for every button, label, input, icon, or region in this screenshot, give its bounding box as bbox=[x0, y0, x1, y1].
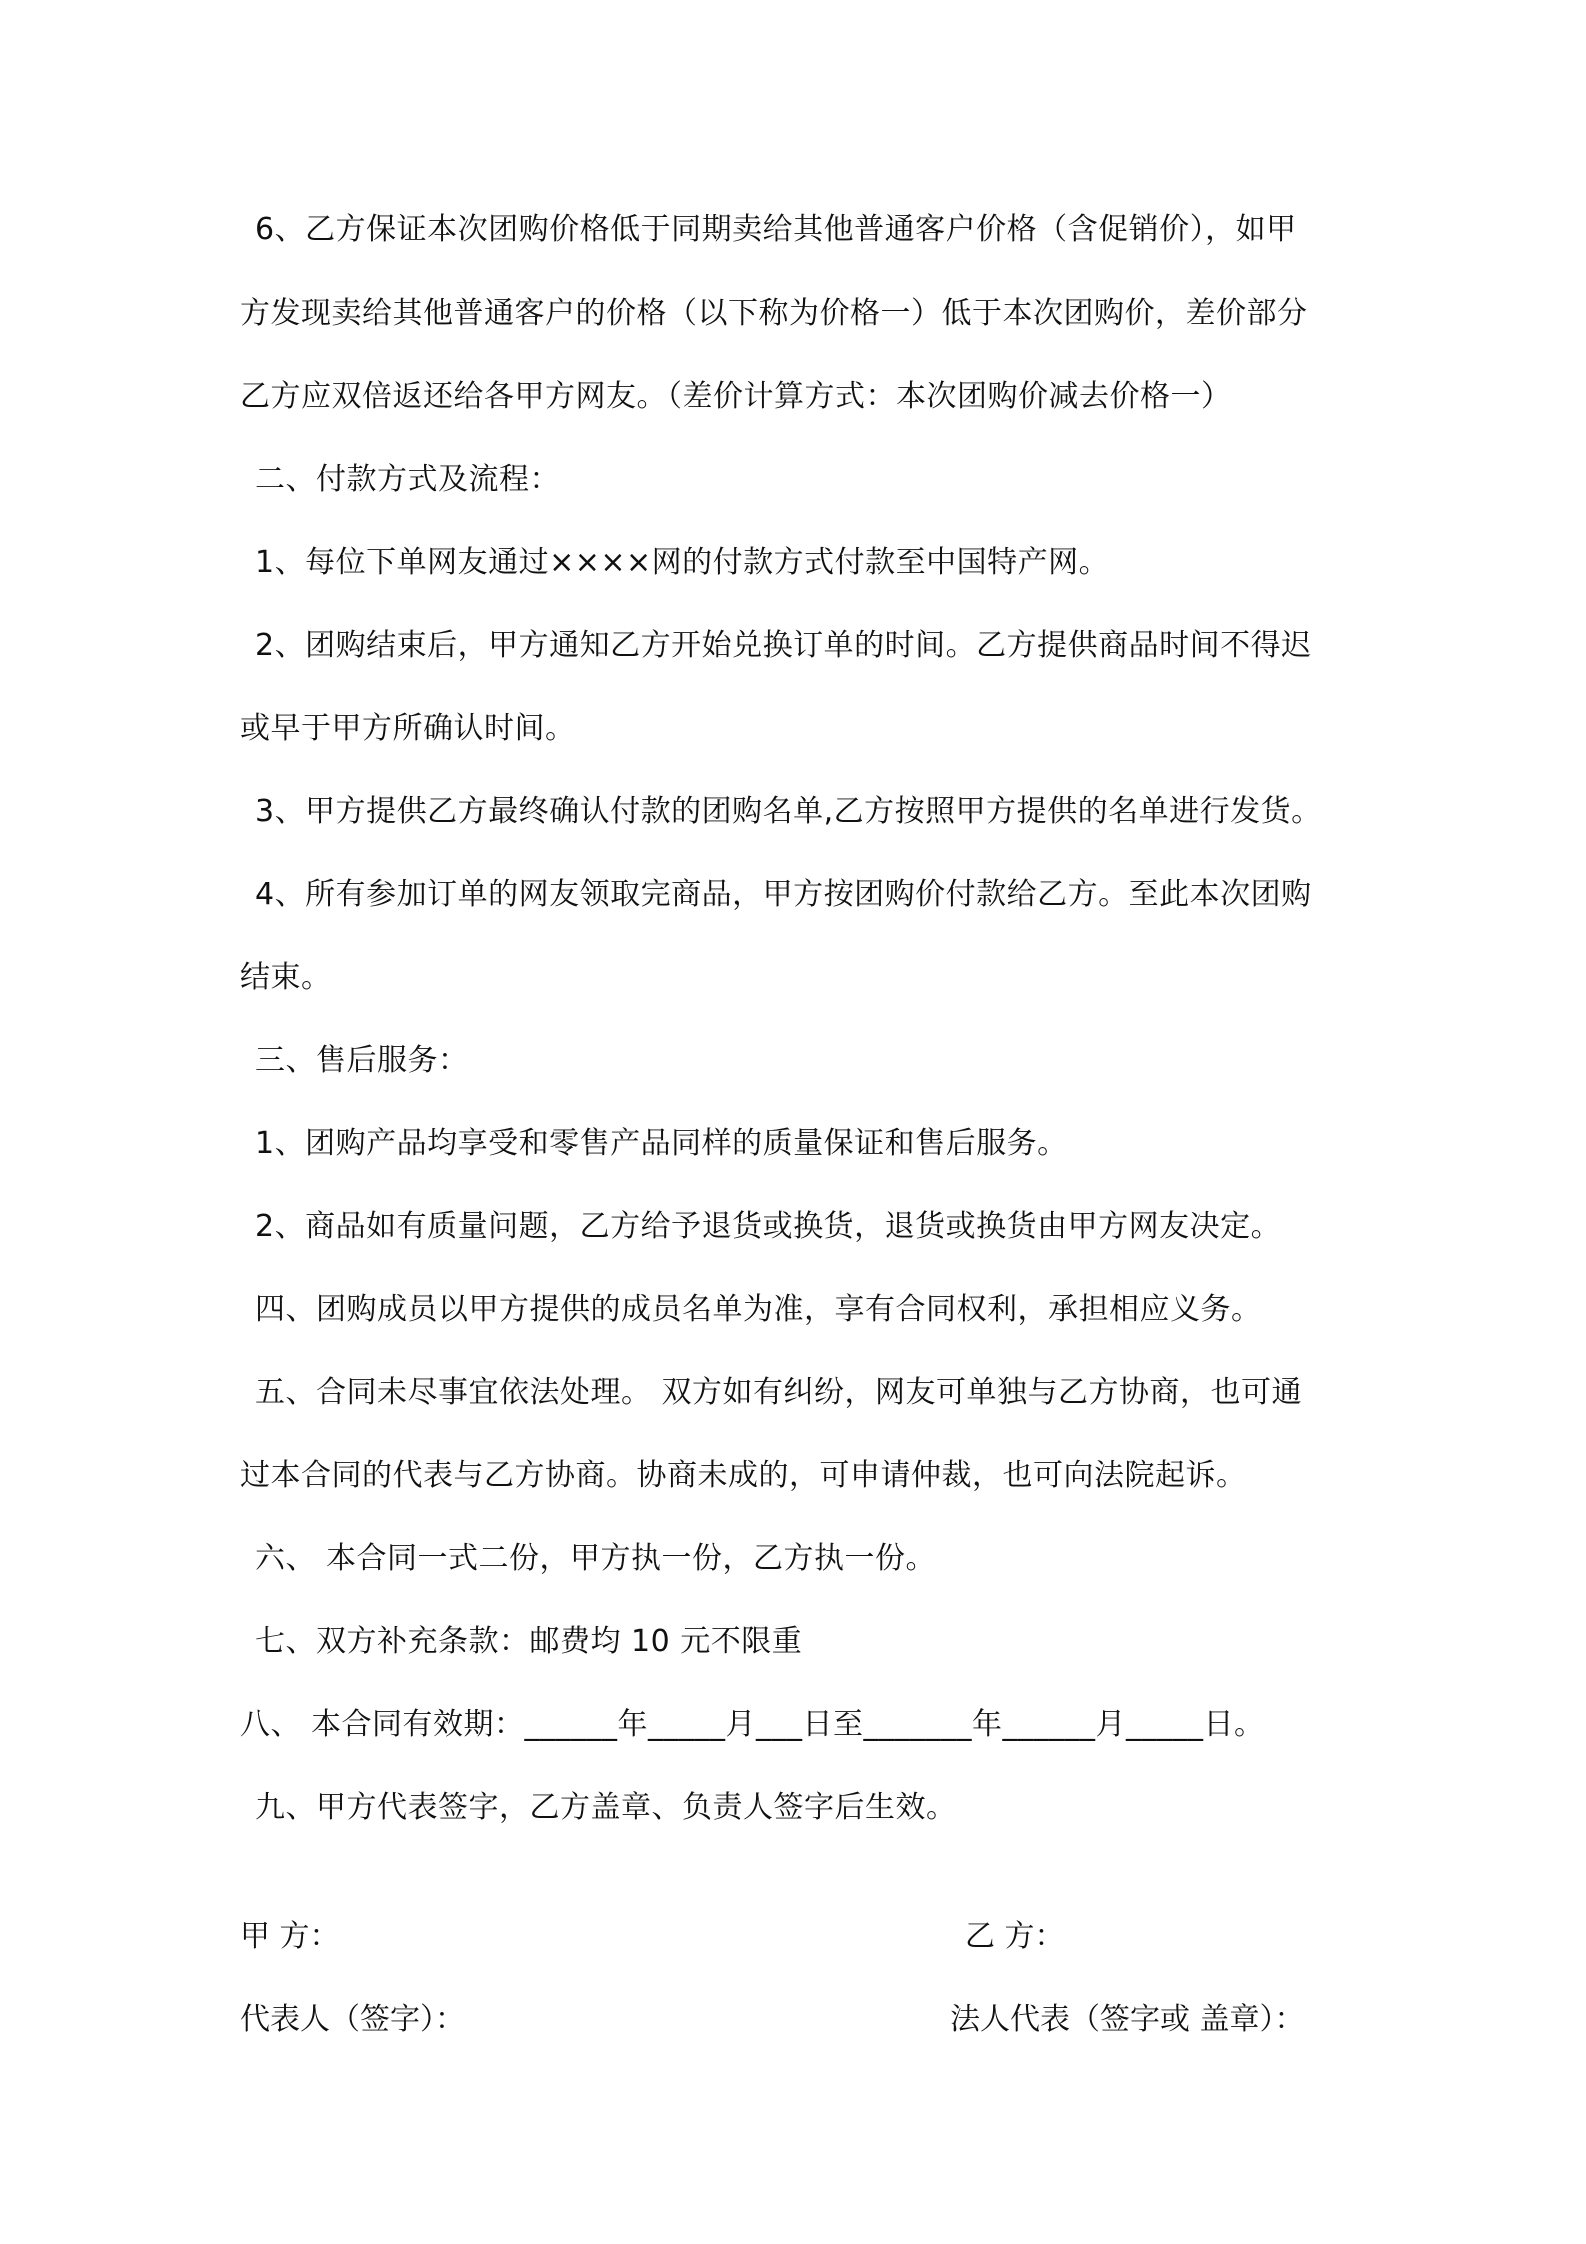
section-2-item-3: 3、甲方提供乙方最终确认付款的团购名单,乙方按照甲方提供的名单进行发货。 bbox=[255, 794, 1322, 829]
section-6: 六、 本合同一式二份，甲方执一份，乙方执一份。 bbox=[255, 1541, 937, 1576]
party-b-legal-representative: 法人代表（签字或 盖章）： bbox=[950, 2002, 1305, 2037]
section-2-item-1: 1、每位下单网友通过××××网的付款方式付款至中国特产网。 bbox=[255, 545, 1110, 580]
section-2-item-4-line-2: 结束。 bbox=[240, 960, 332, 995]
section-2-item-4-line-1: 4、所有参加订单的网友领取完商品，甲方按团购价付款给乙方。至此本次团购 bbox=[255, 877, 1312, 912]
section-4: 四、团购成员以甲方提供的成员名单为准，享有合同权利，承担相应义务。 bbox=[255, 1292, 1262, 1327]
section-2-item-2-line-2: 或早于甲方所确认时间。 bbox=[240, 711, 576, 746]
section-8-validity: 八、 本合同有效期：______年_____月___日至_______年______月_____日。 bbox=[240, 1707, 1265, 1742]
clause-6-line-3: 乙方应双倍返还给各甲方网友。（差价计算方式：本次团购价减去价格一） bbox=[240, 379, 1232, 414]
section-3-item-2: 2、商品如有质量问题，乙方给予退货或换货，退货或换货由甲方网友决定。 bbox=[255, 1209, 1282, 1244]
section-5-line-2: 过本合同的代表与乙方协商。协商未成的，可申请仲裁，也可向法院起诉。 bbox=[240, 1458, 1247, 1493]
party-b-label: 乙 方： bbox=[965, 1919, 1065, 1954]
clause-6-line-1: 6、乙方保证本次团购价格低于同期卖给其他普通客户价格（含促销价），如甲 bbox=[255, 212, 1297, 247]
section-2-item-2-line-1: 2、团购结束后，甲方通知乙方开始兑换订单的时间。乙方提供商品时间不得迟 bbox=[255, 628, 1312, 663]
section-7: 七、双方补充条款：邮费均 10 元不限重 bbox=[255, 1624, 803, 1659]
section-9: 九、甲方代表签字，乙方盖章、负责人签字后生效。 bbox=[255, 1790, 957, 1825]
section-2-heading: 二、付款方式及流程： bbox=[255, 462, 560, 497]
section-3-item-1: 1、团购产品均享受和零售产品同样的质量保证和售后服务。 bbox=[255, 1126, 1068, 1161]
clause-6-line-2: 方发现卖给其他普通客户的价格（以下称为价格一）低于本次团购价，差价部分 bbox=[240, 296, 1308, 331]
party-a-representative: 代表人（签字）： bbox=[240, 2002, 465, 2037]
party-a-label: 甲 方： bbox=[240, 1919, 340, 1954]
section-5-line-1: 五、合同未尽事宜依法处理。 双方如有纠纷，网友可单独与乙方协商，也可通 bbox=[255, 1375, 1303, 1410]
section-3-heading: 三、售后服务： bbox=[255, 1043, 469, 1078]
